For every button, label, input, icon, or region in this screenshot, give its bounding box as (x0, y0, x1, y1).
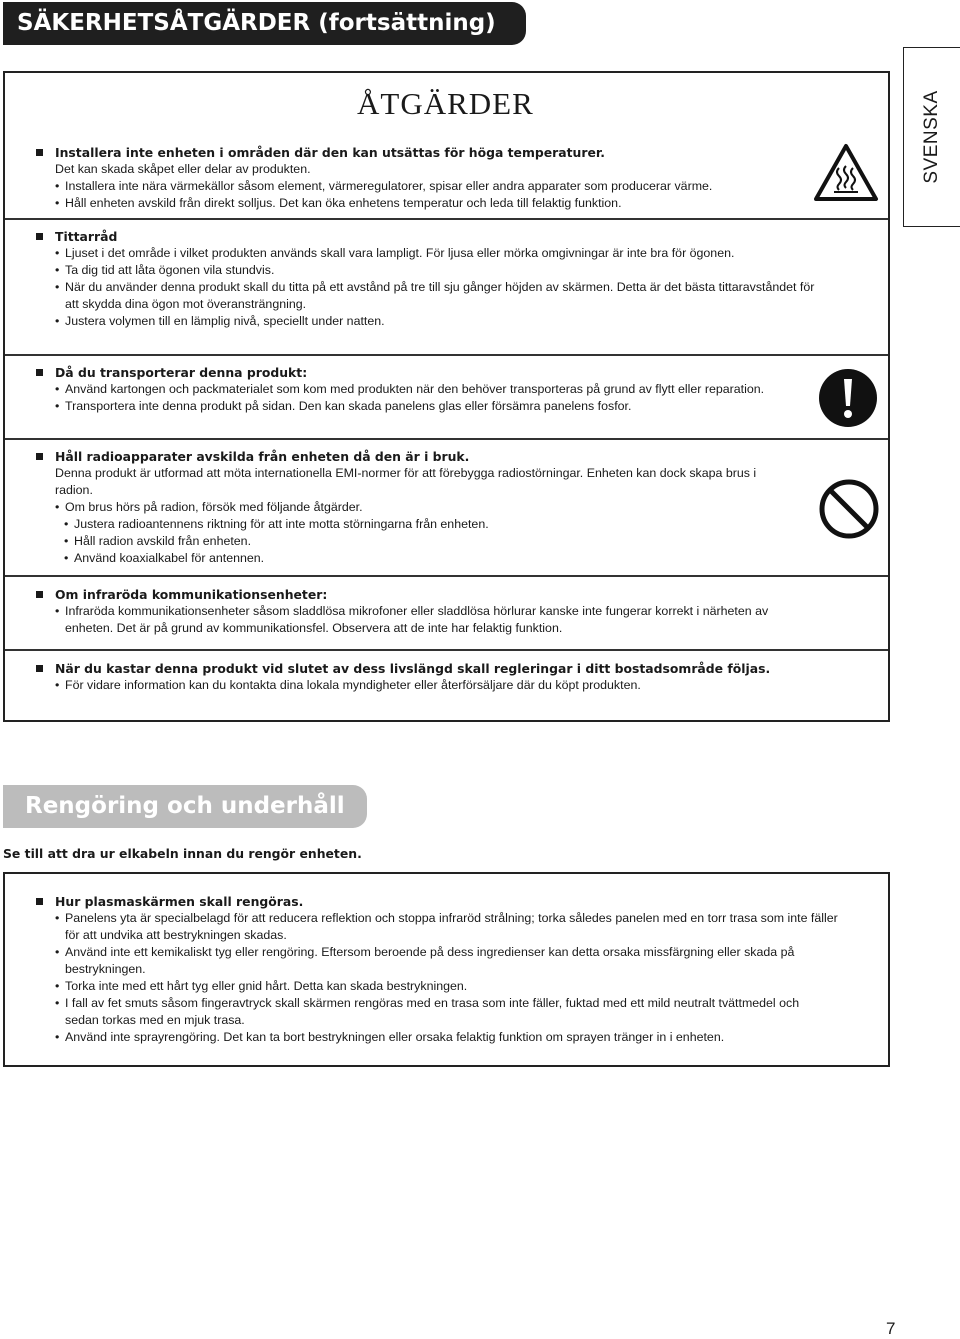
section-infrared-devices (36, 586, 826, 637)
bullet-item: • Panelens yta är specialbelagd för att reducera reflektion och stoppa infraröd strålning; torka således panelen med en torr trasa som inte fäller för att undvika att bestrykningen skadas. (36, 910, 855, 944)
bullet-item: • Infraröda kommunikationsenheter såsom sladdlösa mikrofoner eller sladdlösa hörlurar kanske inte fungerar korrekt i närheten av enheten. Det är på grund av kommunikationsfel. Observera att de inte har felaktig funktion. (36, 603, 815, 637)
section-divider (5, 218, 888, 220)
section-heading: När du kastar denna produkt vid slutet av dess livslängd skall regleringar i ditt bostadsområde följas. (36, 660, 795, 677)
bullet-item: • Håll enheten avskild från direkt solljus. Det kan öka enhetens temperatur och leda till felaktig funktion. (36, 195, 826, 212)
section-heading: Tittarråd (36, 228, 826, 245)
bullet-item: • Om brus hörs på radion, försök med följande åtgärder. (36, 499, 826, 516)
sub-bullet-item: • Håll radion avskild från enheten. (36, 533, 826, 550)
maintenance-note: Se till att dra ur elkabeln innan du rengör enheten. (3, 846, 362, 861)
section-divider (5, 438, 888, 440)
bullet-item: • Torka inte med ett hårt tyg eller gnid hårt. Detta kan skada bestrykningen. (36, 978, 836, 995)
section-disposal (36, 660, 826, 694)
section-heading: Installera inte enheten i områden där den kan utsättas för höga temperaturer. (36, 144, 826, 161)
caution-exclamation-icon (818, 368, 878, 428)
bullet-item: • Använd kartongen och packmaterialet som kom med produkten när den behöver transporteras på grund av flytt eller reparation. (36, 381, 815, 398)
section-divider (5, 575, 888, 577)
bullet-item: • När du använder denna produkt skall du titta på ett avstånd på tre till sju gånger höjden av skärmen. Detta är det bästa tittaravståndet för att skydda dina ögon mot överansträngning. (36, 279, 826, 313)
sub-bullet-item: • Använd koaxialkabel för antennen. (36, 550, 826, 567)
section-divider (5, 354, 888, 356)
bullet-item: • Justera volymen till en lämplig nivå, speciellt under natten. (36, 313, 826, 330)
section-heading: Om infraröda kommunikationsenheter: (36, 586, 826, 603)
section-plasma-cleaning (36, 893, 836, 1046)
prohibition-icon (818, 478, 880, 540)
section-high-temperature (36, 144, 826, 212)
bullet-item: • För vidare information kan du kontakta dina lokala myndigheter eller återförsäljare där du köpt produkten. (36, 677, 826, 694)
bullet-item: • Transportera inte denna produkt på sidan. Den kan skada panelens glas eller försämra panelens fosfor. (36, 398, 826, 415)
language-tab-label: SVENSKA (921, 90, 942, 184)
section-divider (5, 649, 888, 651)
section-radio-interference (36, 448, 826, 567)
bullet-item: • Använd inte ett kemikaliskt tyg eller rengöring. Eftersom beroende på dess ingredienser kan detta orsaka missfärgning eller skada på bestrykningen. (36, 944, 855, 978)
bullet-item: • I fall av fet smuts såsom fingeravtryck skall skärmen rengöras med en trasa som inte fäller, fuktad med ett mild neutralt tvättmedel och sedan torkas med en mjuk trasa. (36, 995, 825, 1029)
section-text: Det kan skada skåpet eller delar av produkten. (55, 162, 311, 176)
section-heading: Håll radioapparater avskilda från enheten då den är i bruk. (36, 448, 826, 465)
maintenance-title: Rengöring och underhåll (3, 785, 367, 828)
section-heading: Då du transporterar denna produkt: (36, 364, 826, 381)
section-heading: Hur plasmaskärmen skall rengöras. (36, 893, 836, 910)
language-tab (903, 47, 960, 227)
bullet-item: • Ta dig tid att låta ögonen vila stundvis. (36, 262, 826, 279)
measures-box-title: ÅTGÄRDER (357, 86, 534, 121)
section-transport (36, 364, 826, 415)
bullet-item: • Använd inte sprayrengöring. Det kan ta bort bestrykningen eller orsaka felaktig funktion om sprayen tränger in i enheten. (36, 1029, 836, 1046)
bullet-item: • Ljuset i det område i vilket produkten används skall vara lampligt. För ljusa eller mörka omgivningar är inte bra för ögonen. (36, 245, 795, 262)
sub-bullet-item: • Justera radioantennens riktning för att inte motta störningarna från enheten. (36, 516, 826, 533)
page-header-title: SÄKERHETSÅTGÄRDER (fortsättning) (3, 2, 526, 45)
section-text: Denna produkt är utformad att möta internationella EMI-normer för att förebygga radiostörningar. Enheten kan dock skapa brus i radion. (55, 466, 757, 497)
section-viewing-advice (36, 228, 826, 330)
bullet-item: • Installera inte nära värmekällor såsom element, värmeregulatorer, spisar eller andra apparater som producerar värme. (36, 178, 826, 195)
page-number: 7 (886, 1319, 896, 1338)
